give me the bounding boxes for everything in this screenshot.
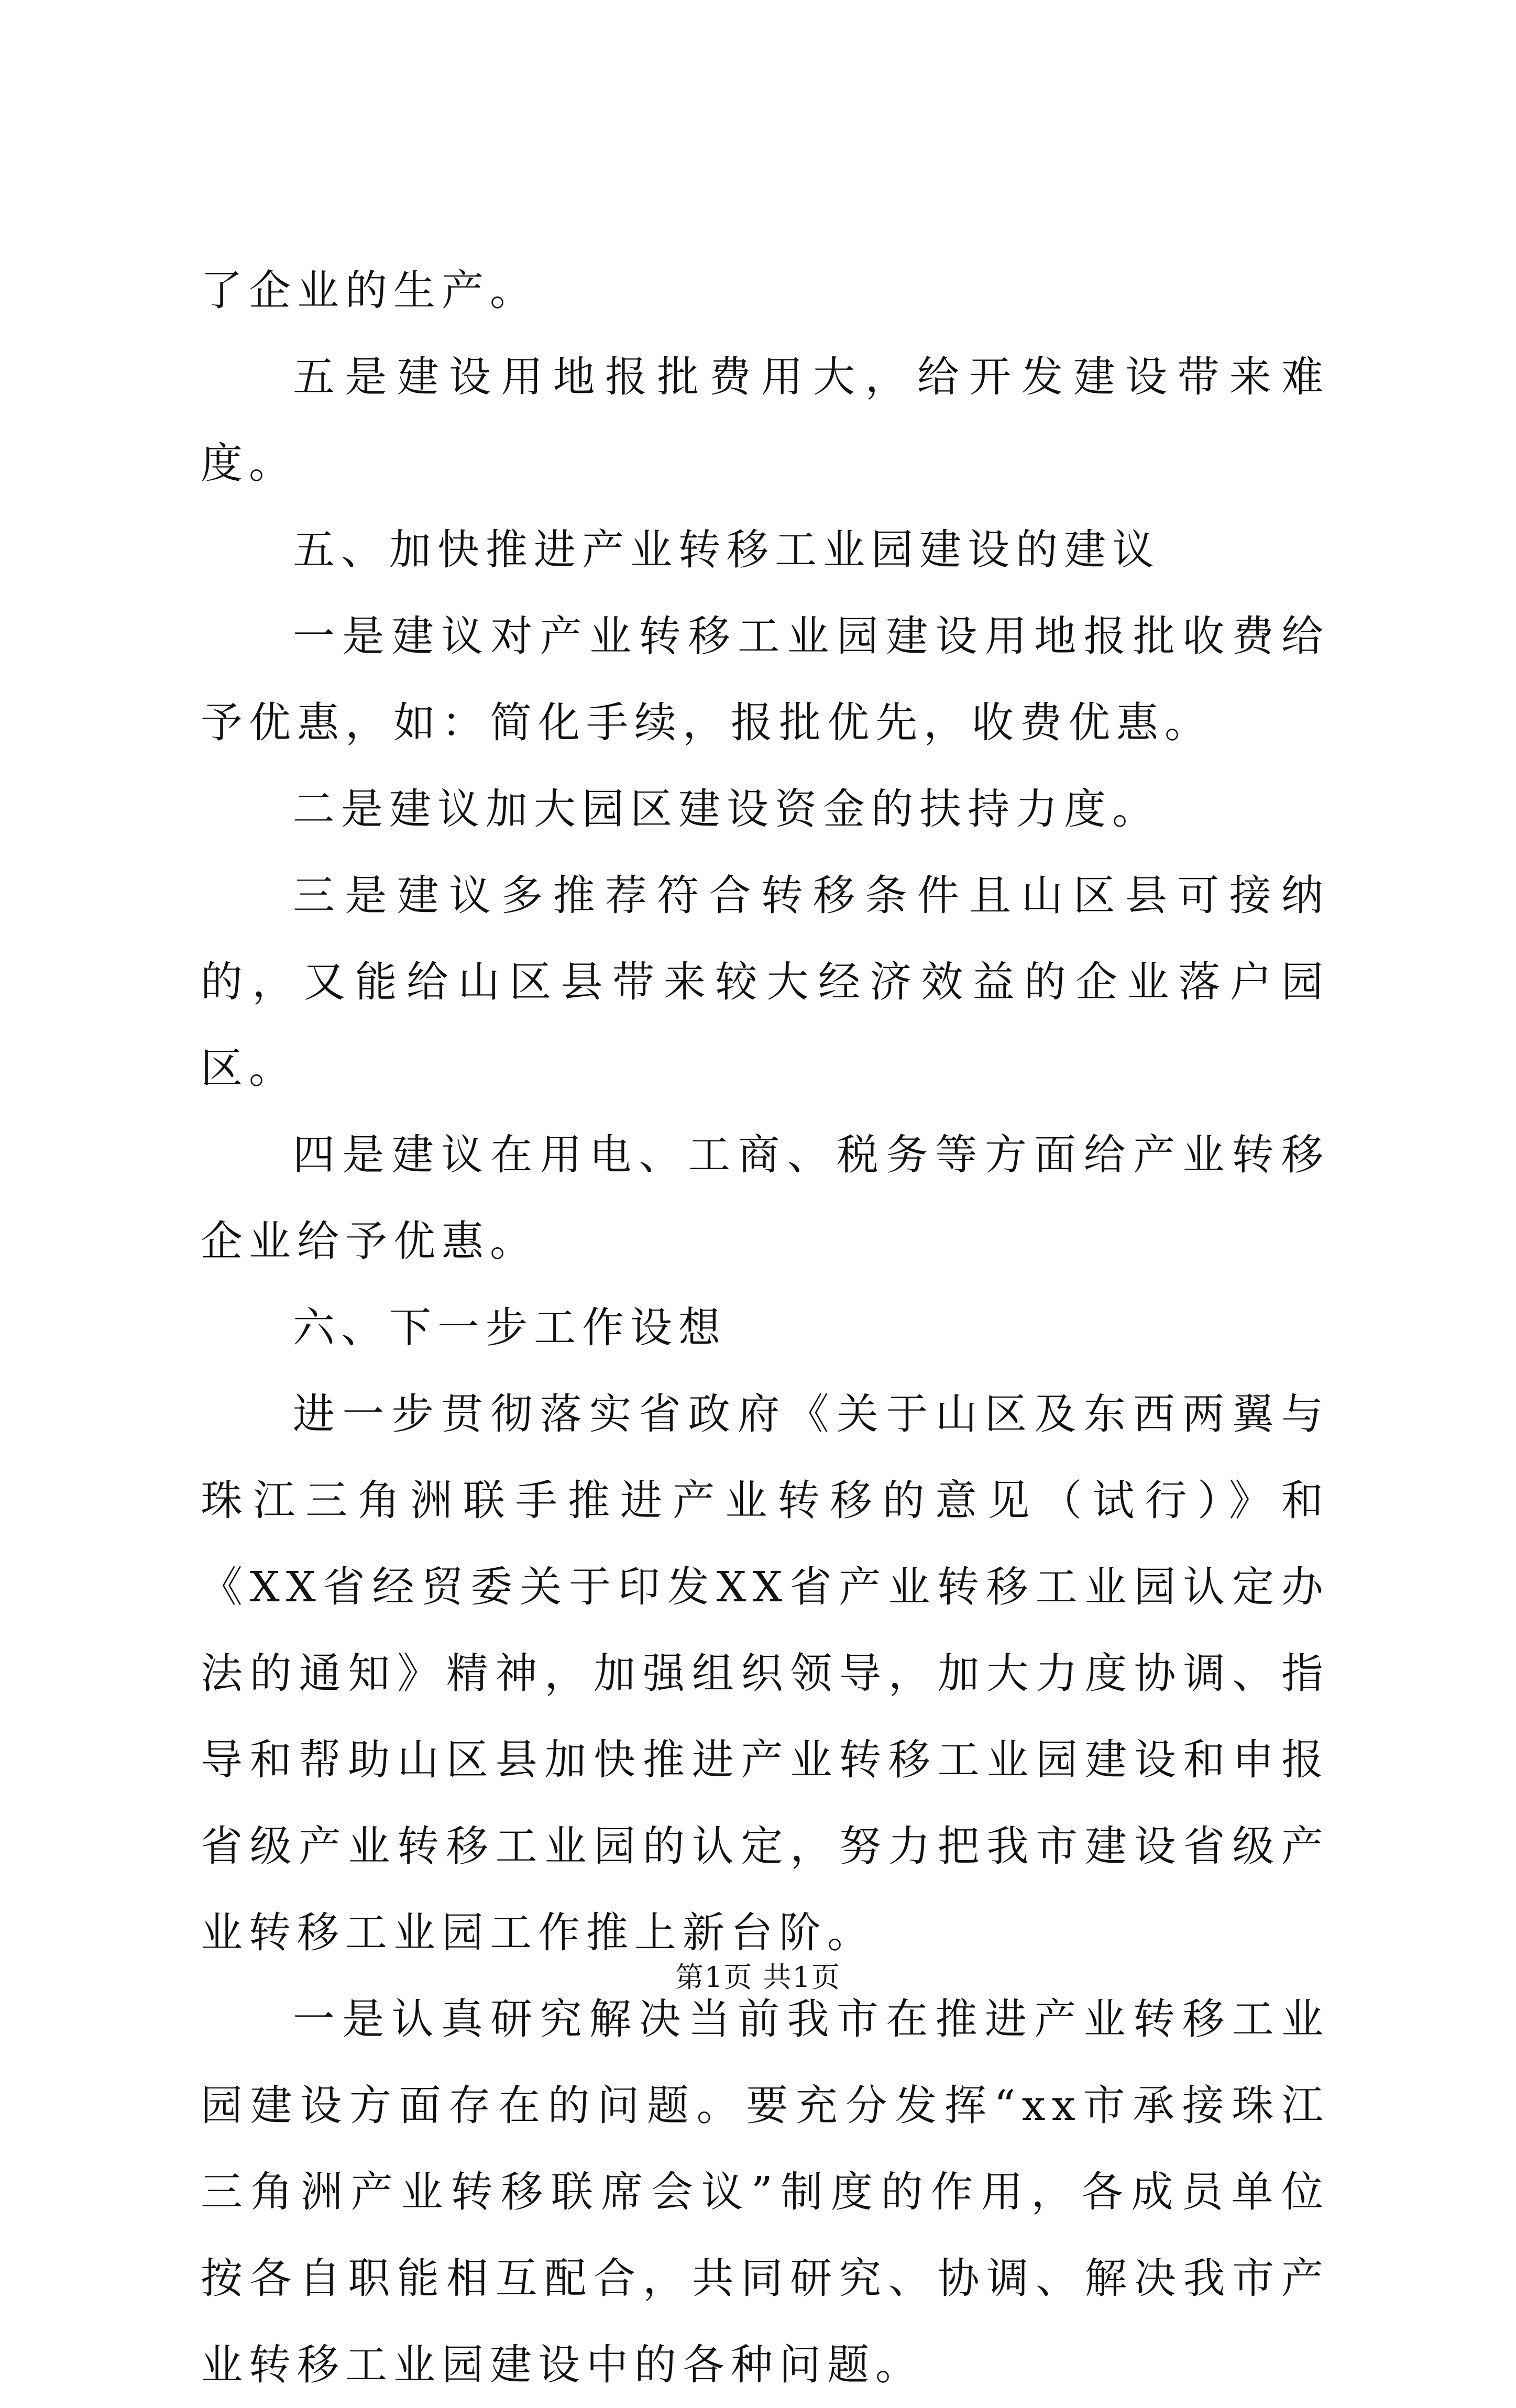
document-body [201, 247, 1330, 2408]
paragraph-6: 四是建议在用电、工商、税务等方面给产业转移企业给予优惠。 [201, 1130, 1330, 1266]
page-footer: 第1页 共1页 [675, 1961, 841, 1994]
paragraph-3: 一是建议对产业转移工业园建设用地报批收费给予优惠，如：简化手续，报批优先，收费优惠。 [201, 612, 1330, 747]
section-heading-6: 六、下一步工作设想 [293, 1303, 727, 1352]
section-heading-5: 五、加快推进产业转移工业园建设的建议 [293, 525, 1160, 574]
paragraph-0: 了企业的生产。 [201, 266, 538, 315]
paragraph-5: 三是建议多推荐符合转移条件且山区县可接纳的，又能给山区县带来较大经济效益的企业落户园区。 [201, 871, 1330, 1093]
paragraph-9: 一是认真研究解决当前我市在推进产业转移工业园建设方面存在的问题。要充分发挥“xx市承接珠江三角洲产业转移联席会议”制度的作用，各成员单位按各自职能相互配合，共同研究、协调、解决我市产业转移工业园建设中的各种问题。 [201, 1995, 1330, 2389]
paragraph-1: 五是建设用地报批费用大，给开发建设带来难度。 [201, 353, 1330, 488]
paragraph-4: 二是建议加大园区建设资金的扶持力度。 [293, 785, 1160, 833]
paragraph-8: 进一步贯彻落实省政府《关于山区及东西两翼与珠江三角洲联手推进产业转移的意见（试行）》和《XX省经贸委关于印发XX省产业转移工业园认定办法的通知》精神，加强组织领导，加大力度协调、指导和帮助山区县加快推进产业转移工业园建设和申报省级产业转移工业园的认定，努力把我市建设省级产业转移工业园工作推上新台阶。 [201, 1390, 1330, 1957]
